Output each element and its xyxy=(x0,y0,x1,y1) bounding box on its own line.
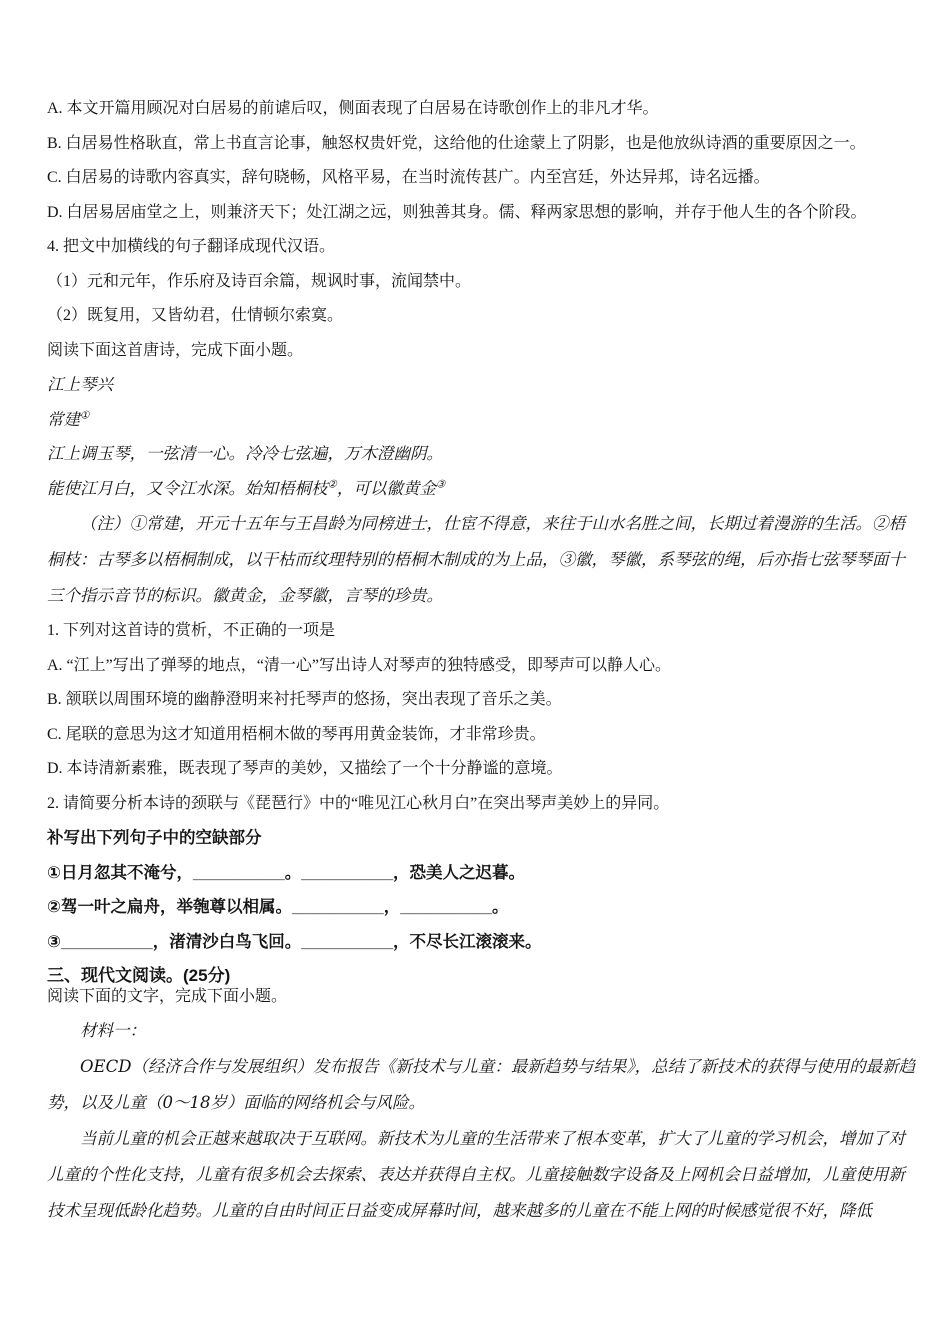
option-b: B. 白居易性格耿直，常上书直言论事，触怒权贵奸党，这给他的仕途蒙上了阴影，也是他放纵诗酒的重要原因之一。 xyxy=(47,134,866,152)
q1-option-c: C. 尾联的意思为这才知道用梧桐木做的琴再用黄金装饰，才非常珍贵。 xyxy=(47,725,546,743)
material-paragraph-2: 当前儿童的机会正越来越取决于互联网。新技术为儿童的生活带来了根本变革，扩大了儿童的学习机会，增加了对儿童的个性化支持，儿童有很多机会去探索、表达并获得自主权。儿童接触数字设备及上网机会日益增加，儿童使用新技术呈现低龄化趋势。儿童的自由时间正日益变成屏幕时间，越来越多的儿童在不能上网的时候感觉很不好，降低 xyxy=(47,1128,905,1220)
poem-author: 常建① xyxy=(47,409,90,429)
question-1-stem: 1. 下列对这首诗的赏析，不正确的一项是 xyxy=(47,622,336,639)
material-one-label: 材料一： xyxy=(80,1021,146,1040)
question-4 xyxy=(47,230,920,334)
q1-option-b: B. 颔联以周围环境的幽静澄明来衬托琴声的悠扬，突出表现了音乐之美。 xyxy=(47,691,562,708)
option-c: C. 白居易的诗歌内容真实，辞句晓畅，风格平易，在当时流传甚广。内至宫廷，外达异邦，诗名远播。 xyxy=(47,169,770,186)
modern-reading-section xyxy=(47,959,920,1229)
poem-intro: 阅读下面这首唐诗，完成下面小题。 xyxy=(47,341,304,359)
translation-sentence-1: （1）元和元年，作乐府及诗百余篇，规讽时事，流闻禁中。 xyxy=(47,272,472,290)
completion-item-3: ③__________，渚清沙白鸟飞回。__________，不尽长江滚滚来。 xyxy=(47,932,542,951)
completion-heading: 补写出下列句子中的空缺部分 xyxy=(47,829,262,847)
prior-question-options xyxy=(47,92,920,230)
material-paragraph-1: OECD（经济合作与发展组织）发布报告《新技术与儿童：最新趋势与结果》，总结了新技术的获得与使用的最新趋势，以及儿童（0～18岁）面临的网络机会与风险。 xyxy=(47,1056,916,1112)
question-4-stem: 4. 把文中加横线的句子翻译成现代汉语。 xyxy=(47,238,336,255)
translation-sentence-2: （2）既复用，又皆幼君，仕情顿尔索寞。 xyxy=(47,307,344,324)
poem-line-1: 江上调玉琴，一弦清一心。冷冷七弦遍，万木澄幽阴。 xyxy=(47,444,443,463)
completion-section xyxy=(47,821,920,959)
completion-item-2: ②驾一叶之扁舟，举匏尊以相属。__________，__________。 xyxy=(47,898,509,916)
tang-poem-section xyxy=(47,334,920,822)
modern-reading-intro: 阅读下面的文字，完成下面小题。 xyxy=(47,987,288,1005)
option-a: A. 本文开篇用顾况对白居易的前谑后叹，侧面表现了白居易在诗歌创作上的非凡才华。 xyxy=(47,100,659,117)
question-2-stem: 2. 请简要分析本诗的颈联与《琵琶行》中的“唯见江心秋月白”在突出琴声美妙上的异同。 xyxy=(47,794,670,812)
option-d: D. 白居易居庙堂之上，则兼济天下；处江湖之远，则独善其身。儒、释两家思想的影响，并存于他人生的各个阶段。 xyxy=(47,203,867,221)
section-heading-modern-reading: 三、现代文阅读。(25分) xyxy=(47,966,231,985)
completion-item-1: ①日月忽其不淹兮，__________。__________，恐美人之迟暮。 xyxy=(47,863,526,882)
poem-line-2: 能使江月白，又令江水深。始知梧桐枝②，可以徽黄金③ xyxy=(47,478,446,498)
q1-option-d: D. 本诗清新素雅，既表现了琴声的美妙，又描绘了一个十分静谧的意境。 xyxy=(47,760,563,777)
poem-note: （注）①常建，开元十五年与王昌龄为同榜进士，仕宦不得意，来往于山水名胜之间，长期过着漫游的生活。②梧桐枝：古琴多以梧桐制成，以干枯而纹理特别的梧桐木制成的为上品，③徽，琴徽，系琴弦的绳，后亦指七弦琴琴面十三个指示音节的标识。徽黄金，金琴徽，言琴的珍贵。 xyxy=(47,514,905,605)
q1-option-a: A. “江上”写出了弹琴的地点，“清一心”写出诗人对琴声的独特感受，即琴声可以静人心。 xyxy=(47,656,671,674)
poem-title: 江上琴兴 xyxy=(47,375,113,394)
